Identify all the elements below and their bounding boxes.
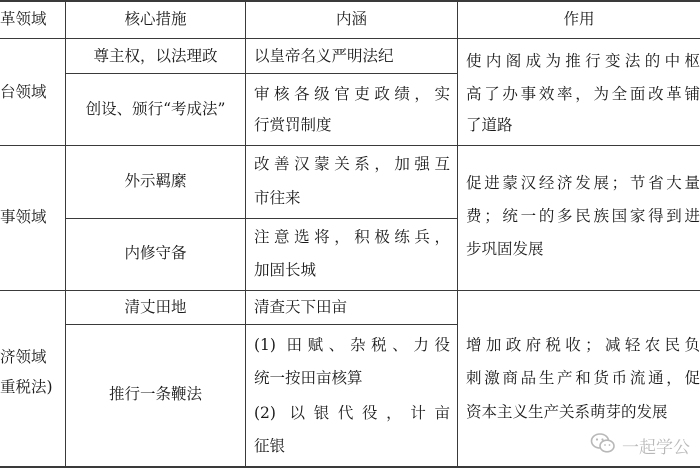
table-rule-header — [0, 38, 700, 39]
header-domain: 革领域 — [0, 10, 47, 28]
politics-content-3: 行赏罚制度 — [254, 116, 332, 134]
politics-effect-1: 使内阁成为推行变法的中枢 — [466, 52, 700, 70]
military-domain: 事领域 — [0, 208, 47, 226]
header-effect: 作用 — [563, 10, 595, 28]
military-effect-1: 促进蒙汉经济发展；节省大量 — [466, 174, 700, 192]
economy-effect-3: 资本主义生产关系萌芽的发展 — [466, 403, 668, 421]
table-rule-col3 — [457, 0, 458, 467]
politics-measure-2: 创设、颁行“考成法” — [85, 100, 226, 118]
economy-effect-2: 刺激商品生产和货币流通，促 — [466, 369, 700, 387]
table-rule-col2 — [245, 0, 246, 467]
watermark-text: 一起学公 — [622, 437, 690, 458]
military-measure-2: 内修守备 — [124, 244, 187, 262]
table-rule-military-mid — [65, 218, 457, 219]
military-measure-1: 外示羁縻 — [124, 172, 187, 190]
table-rule-top — [0, 0, 700, 2]
politics-content-2: 审核各级官吏政绩，实 — [254, 85, 450, 103]
economy-content-4: (2) 以银代役，计亩 — [254, 404, 450, 422]
economy-domain-line-1: 济领域 — [0, 348, 47, 366]
politics-domain: 台领域 — [0, 83, 47, 101]
military-content-1: 改善汉蒙关系，加强互 — [254, 155, 450, 173]
header-measures: 核心措施 — [124, 10, 187, 28]
military-content-4: 加固长城 — [254, 261, 317, 279]
economy-measure-2: 推行一条鞭法 — [108, 385, 202, 403]
economy-content-1: 清查天下田亩 — [254, 298, 348, 316]
table-rule-economy-mid — [65, 324, 457, 325]
table-rule-bottom — [0, 466, 700, 468]
economy-domain-line-2: 重税法) — [0, 378, 53, 396]
table-rule-military-bottom — [0, 290, 700, 291]
military-content-3: 注意选将，积极练兵， — [254, 228, 450, 246]
politics-effect-2: 高了办事效率，为全面改革铺 — [466, 85, 700, 103]
table-rule-politics-bottom — [0, 145, 700, 146]
wechat-icon — [590, 432, 622, 459]
economy-measure-1: 清丈田地 — [124, 298, 187, 316]
military-effect-2: 费；统一的多民族国家得到进 — [466, 207, 700, 225]
watermark — [590, 430, 690, 460]
economy-content-5: 征银 — [254, 437, 286, 455]
military-content-2: 市往来 — [254, 189, 301, 207]
header-content: 内涵 — [335, 10, 367, 28]
economy-content-3: 统一按田亩核算 — [254, 369, 363, 387]
politics-content-1: 以皇帝名义严明法纪 — [254, 47, 394, 65]
politics-effect-3: 了道路 — [466, 116, 513, 134]
economy-effect-1: 增加政府税收；减轻农民负 — [466, 336, 700, 354]
table-rule-politics-mid — [65, 73, 457, 74]
politics-measure-1: 尊主权，以法理政 — [93, 47, 218, 65]
military-effect-3: 步巩固发展 — [466, 240, 544, 258]
economy-content-2: (1) 田赋、杂税、力役 — [254, 336, 450, 354]
